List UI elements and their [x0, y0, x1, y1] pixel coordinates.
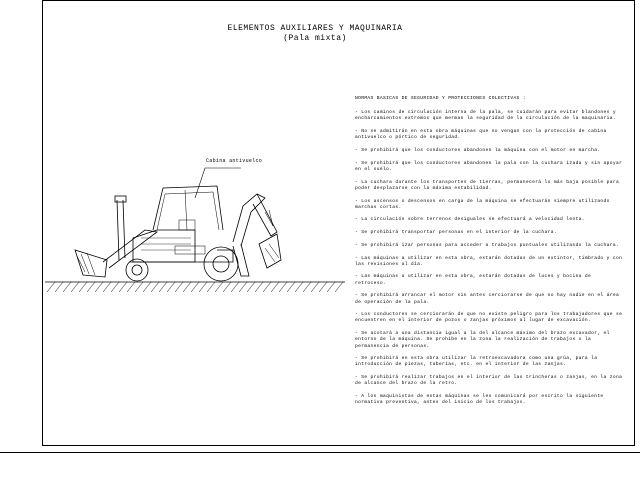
rops-cab: [153, 186, 223, 230]
note-item: - A los maquinistas de estas máquinas se les comunicará por escrito la siguiente normativa preventiva, antes del inicio de los trabajos.: [355, 394, 604, 406]
safety-notes: [355, 96, 623, 413]
chassis: [129, 246, 233, 262]
ground-hatching: [45, 282, 345, 292]
cab-callout-label: Cabina antivuelco: [206, 158, 263, 164]
note-item: - Se prohibirá transportar personas en el interior de la cuchara.: [355, 230, 557, 236]
note-item: - La cuchara durante los transportes de tierras, permanecerá lo más baja posible para poder desplazarse con la máxima estabilidad.: [355, 179, 620, 191]
note-item: - Se prohibirá en esta obra utilizar la retroexcavadora como una grúa, para la introducción de piezas, tuberías, etc. en el interior de las zanjas.: [355, 356, 598, 368]
note-item: - Se acotará a una distancia igual a la del alcance máximo del brazo excavador, el entorno de la máquina. Se prohibe en la zona la realización de trabajos o la permanencia de personas.: [355, 331, 610, 349]
sheet-bottom-border: [0, 452, 640, 453]
note-item: - Se prohibirá realizar trabajos en el interior de las trincheras o zanjas, en la zona de alcance del brazo de la retro.: [355, 375, 623, 387]
notes-list: [355, 110, 623, 406]
notes-heading: NORMAS BASICAS DE SEGURIDAD Y PROTECCIONES COLECTIVAS :: [355, 96, 526, 101]
backhoe-loader-drawing: [45, 150, 345, 310]
title-line-main: ELEMENTOS AUXILIARES Y MAQUINARIA: [227, 24, 403, 33]
note-item: - Se prohibirá arrancar el motor sin antes cerciorarse de que no hay nadie en el área de operación de la pala.: [355, 293, 620, 305]
note-item: - Los conductores se cerciorarán de que no existe peligro para los trabajadores que se encuentren en el interior de pozos o zanjas próximos al lugar de excavación.: [355, 312, 623, 324]
rear-wheel: [204, 247, 238, 281]
page-title: [220, 24, 410, 44]
note-item: - Se prohibirá que los conductores abandonen la pala con la cuchara izada y sin apoyar en el suelo.: [355, 160, 623, 172]
note-item: - Se prohibirá izar personas para acceder a trabajos puntuales utilizando la cuchara.: [355, 242, 620, 248]
note-item: - No se admitirán en esta obra máquinas que no vengan con la protección de cabina antivuelco o pórtico de seguridad.: [355, 129, 607, 141]
stabilizer-leg: [233, 244, 249, 276]
note-item: - Se prohibirá que los conductores abandonen la máquina con el motor en marcha.: [355, 148, 601, 154]
front-bucket: [75, 250, 107, 277]
backhoe-boom: [233, 194, 277, 246]
note-item: - La circulación sobre terrenos desiguales se efectuará a velocidad lenta.: [355, 217, 585, 223]
note-item: - Las máquinas a utilizar en esta obra, estarán dotadas de un extintor, timbrado y con las revisiones al día.: [355, 255, 623, 267]
backhoe-bucket: [259, 234, 281, 268]
note-item: - Los caminos de circulación interna de la pala, se cuidarán para evitar blandones y encharcamientos extremos que merman la seguridad de la circulación de la maquinaria.: [355, 110, 616, 122]
note-item: - Los ascensos o descensos en carga de la máquina se efectuarán siempre utilizando marchas cortas.: [355, 198, 610, 210]
note-item: - Las máquinas a utilizar en esta obra, estarán dotadas de luces y bocina de retroceso.: [355, 274, 592, 286]
title-line-sub: (Pala mixta): [283, 34, 347, 43]
loader-arms: [103, 196, 157, 268]
